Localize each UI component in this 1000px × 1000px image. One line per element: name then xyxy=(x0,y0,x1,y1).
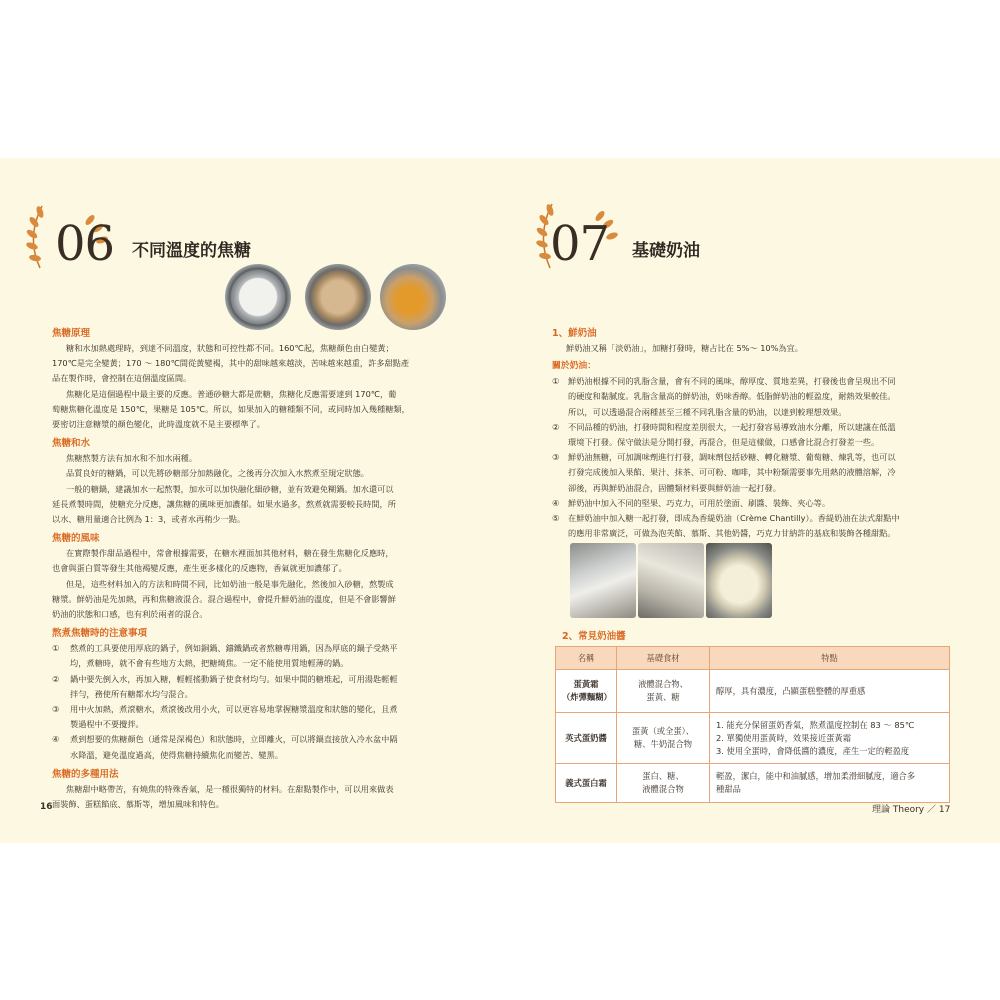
cream-sauce-table xyxy=(555,646,950,803)
para-5-line: 也會與蛋白質等發生其他褐變反應，產生更多樣化的反應物，香氣就更加濃郁了。 xyxy=(52,563,347,574)
heading-fresh-cream: 1、鮮奶油 xyxy=(552,328,597,339)
para-7-line: 面裝飾、蛋糕餡底、慕斯等，增加風味和特色。 xyxy=(52,799,224,810)
note-item: ① 熬煮的工具要使用厚底的鍋子，例如銅鍋、鑄鐵鍋或者熬糖專用鍋，因為厚底的鍋子受熱平 均，煮糖時，就不會有些地方太熱，把糖燒焦。一定不能使用質地輕薄的鍋。 xyxy=(52,643,398,669)
para-1: 糖和水加熱處理時，到達不同溫度，狀態和可控性都不同。160℃起，焦糖顏色由白變黃； xyxy=(66,343,394,353)
section-title: 基礎奶油 xyxy=(632,241,700,261)
para-7-line: 焦糖甜中略帶苦，有燒焦的特殊香氣，是一種很獨特的材料。在甜點製作中，可以用來做表 xyxy=(66,783,394,794)
note-item: ④ 煮到想要的焦糖顏色（通常是深褐色）和狀態時，立即離火，可以將鍋直接放入冷水盆中隔 水降溫，避免溫度過高，使得焦糖持續焦化而變苦、變黑。 xyxy=(52,734,398,760)
cream-base-cell: 液體混合物、 蛋黃、糖 xyxy=(617,670,710,713)
para-fresh-cream: 鮮奶油又稱「淡奶油」，加糖打發時，糖占比在 5%～ 10%為宜。 xyxy=(566,343,803,353)
section-number: 07 xyxy=(550,216,610,272)
cream-note-item: ④ 鮮奶油中加入不同的堅果、巧克力，可用於塗面、刷醬、裝飾、夾心等。 xyxy=(552,497,831,508)
sugar-in-pot-photo xyxy=(225,264,291,330)
cream-feature-cell: 醇厚，具有濃度，凸顯蛋糕整體的厚重感 xyxy=(710,670,950,713)
caramel-spatula-photo xyxy=(380,264,446,330)
cream-note-item: ① 鮮奶油根據不同的乳脂含量，會有不同的風味，醇厚度、質地差異，打發後也會呈現出不同 的硬度和黏膩度。乳脂含量高的鮮奶油，奶味香醇。低脂鮮奶油的輕盈度，耐熱效果較佳。 所以，可以透過混合兩種甚至三種不同乳脂含量的奶油，以達到較理想效果。 xyxy=(552,376,896,417)
pouring-cream-photo xyxy=(570,543,636,618)
column-header: 名稱 xyxy=(556,647,617,670)
book-spread xyxy=(0,158,1000,843)
cream-name-cell: 英式蛋奶醬 xyxy=(556,713,617,764)
para-3-line: 焦糖熬製方法有加水和不加水兩種。 xyxy=(66,453,198,464)
page-number: 16 xyxy=(40,802,53,812)
whipped-cream-photo xyxy=(706,543,772,618)
heading-caramel-principle: 焦糖原理 xyxy=(52,328,91,339)
whisking-cream-photo xyxy=(638,543,704,618)
left-page xyxy=(0,158,500,843)
para-5-line: 在實際製作甜品過程中，常會根據需要，在糖水裡面加其他材料，糖在發生焦糖化反應時， xyxy=(66,548,394,559)
cream-feature-cell: 輕盈，潔白，能中和油膩感，增加柔滑細膩度，適合多 種甜品 xyxy=(710,764,950,803)
column-header: 特點 xyxy=(710,647,950,670)
cream-base-cell: 蛋黃（或全蛋）、 糖、牛奶混合物 xyxy=(617,713,710,764)
note-item: ② 鍋中要先倒入水，再加入糖，輕輕搖動鍋子使食材均勻。如果中間的糖堆起，可用湯匙輕輕 拌勻，務使所有糖都水均勻混合。 xyxy=(52,673,398,699)
left-body xyxy=(52,326,452,812)
section-title: 不同溫度的焦糖 xyxy=(132,241,251,261)
para-4-line: 以水、糖用量適合比例為 1：3，或者水再稍少一點。 xyxy=(52,514,246,525)
para-4-line: 延長煮製時間，使糖充分反應，讓焦糖的風味更加濃郁。如果水過多，熬煮就需要較長時間，所 xyxy=(52,498,396,509)
cream-feature-cell: 1. 能充分保留蛋奶香氣，熬煮溫度控制在 83 ～ 85℃ 2. 單獨使用蛋黃時，效果接近蛋黃霜 3. 使用全蛋時，會降低醬的濃度，產生一定的輕盈度 xyxy=(710,713,950,764)
cream-note-item: ③ 鮮奶油無糖，可加調味劑進行打發，調味劑包括砂糖、轉化糖漿、葡萄糖、煉乳等，也可以 打發完成後加入果餡、果汁、抹茶、可可粉、咖啡，其中粉類需要事先用熱的液體溶解，冷 卻後，再與鮮奶油混合，固體類材料要與鮮奶油一起打發。 xyxy=(552,452,896,493)
para-2-line: 焦糖化是這個過程中最主要的反應。普通砂糖大都是蔗糖，焦糖化反應需要達到 170℃，葡 xyxy=(66,388,397,399)
heading-cream-sauces: 2、常見奶油醬 xyxy=(562,631,626,642)
para-6-line: 糖漿。鮮奶油是先加熱，再和焦糖液混合。混合過程中，會提升鮮奶油的溫度，但是不會影響鮮 xyxy=(52,593,396,604)
heading-caramel-flavor: 焦糖的風味 xyxy=(52,533,100,545)
table-row xyxy=(556,670,950,713)
cream-note-item: ② 不同品種的奶油，打發時間和程度差別很大，一起打發容易導致油水分離，所以建議在低溫 環境下打發。保守做法是分開打發，再混合，但是這樣做，口感會比混合打發差一些。 xyxy=(552,421,896,448)
para-4-line: 一般的糖鍋，建議加水一起熬製，加水可以加快融化細砂糖，並有效避免糊鍋。加水還可以 xyxy=(66,483,394,494)
column-header: 基礎食材 xyxy=(617,647,710,670)
note-item: ③ 用中火加熱，煮滾糖水，煮滾後改用小火，可以更容易地掌握糖漿溫度和狀態的變化，且煮 製過程中不要攪拌。 xyxy=(52,704,398,730)
para-1-line: 170℃是完全變黃；170 ～ 180℃間從黃變褐，其中的甜味越來越淡，苦味越來越重，許多甜點產 xyxy=(52,358,410,369)
melting-sugar-photo xyxy=(305,264,371,330)
section-number: 06 xyxy=(55,216,115,272)
cream-name-cell: 義式蛋白霜 xyxy=(556,764,617,803)
table-row xyxy=(556,764,950,803)
cream-name-cell: 蛋黃霜 （炸彈麵糊） xyxy=(556,670,617,713)
heading-about-cream: 關於奶油： xyxy=(552,361,596,372)
cream-base-cell: 蛋白、糖、 液體混合物 xyxy=(617,764,710,803)
para-6-line: 但是，這些材料加入的方法和時間不同，比如奶油一般是事先融化，然後加入砂糖，熬製成 xyxy=(66,578,394,589)
page-footer: 理論 Theory ／ 17 xyxy=(872,805,951,815)
para-1-line: 品在製作時，會控制在這個溫度區間。 xyxy=(52,373,192,384)
right-body xyxy=(552,326,952,541)
table-header-row xyxy=(556,647,950,670)
cream-note-item: ⑤ 在鮮奶油中加入糖一起打發，即成為香緹奶油（Crème Chantilly）。香緹奶油在法式甜點中 的應用非常廣泛，可做為泡芙餡、慕斯、其他奶醬，巧克力甘納許的基底和裝飾各種甜點。 xyxy=(552,513,900,539)
right-page xyxy=(500,158,1000,843)
para-2-line: 萄糖焦糖化溫度是 150℃，果糖是 105℃。所以，如果加入的糖種類不同，或同時加入幾種糖類， xyxy=(52,403,410,414)
para-2-line: 要密切注意糖漿的顏色變化，此時溫度就不是主要標準了。 xyxy=(52,419,265,430)
heading-caramel-notes: 熬煮焦糖時的注意事項 xyxy=(52,628,148,640)
para-3-line: 品質良好的糖鍋，可以先將砂糖部分加熱融化，之後再分次加入水熬煮至規定狀態。 xyxy=(66,468,369,479)
heading-caramel-uses: 焦糖的多種用法 xyxy=(52,768,119,780)
para-6-line: 奶油的狀態和口感，也有利於兩者的混合。 xyxy=(52,609,208,620)
heading-caramel-water: 焦糖和水 xyxy=(52,438,91,450)
table-row xyxy=(556,713,950,764)
